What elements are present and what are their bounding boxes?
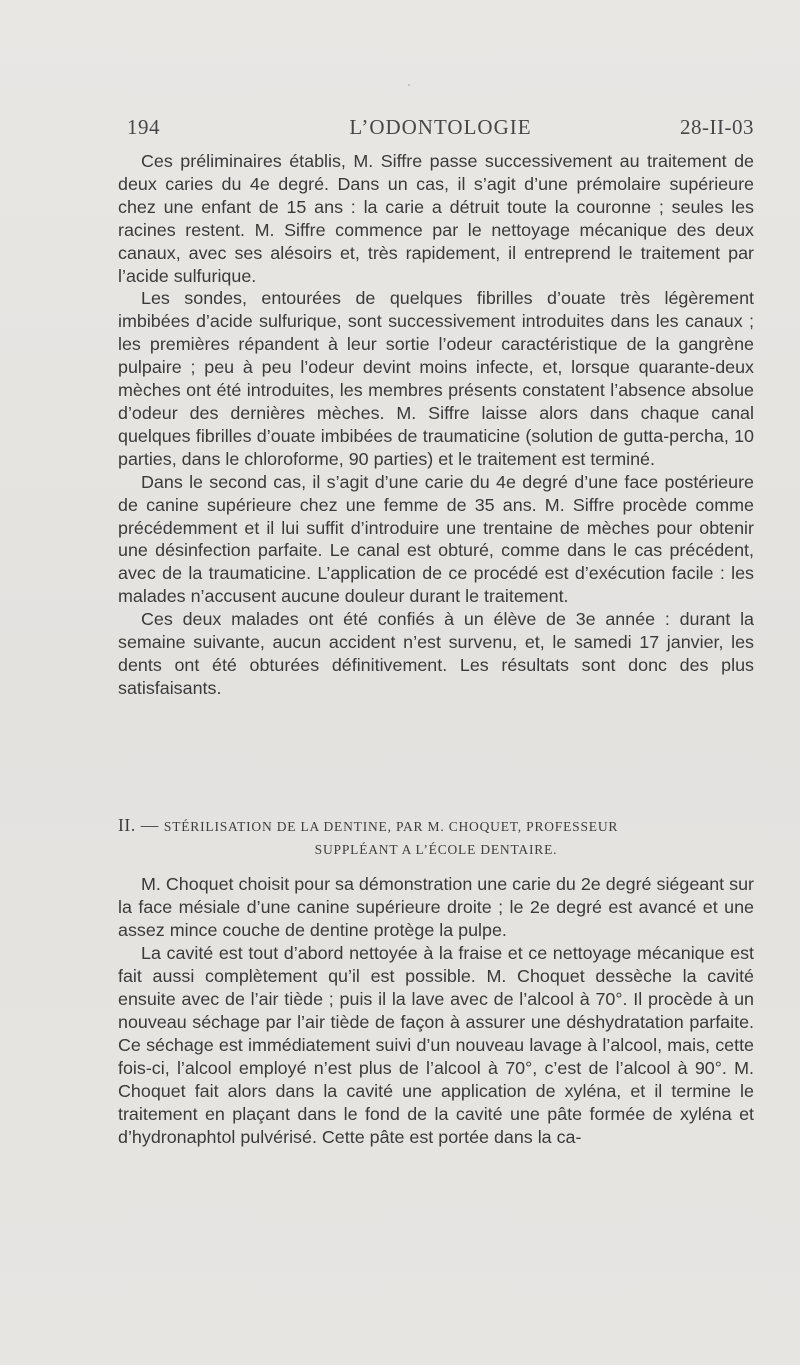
body-text-part2 (118, 873, 754, 1149)
paragraph-3: Dans le second cas, il s’agit d’une carie du 4e degré d’une face postérieure de canine supérieure chez une femme de 35 ans. M. Siffre procède comme précédemment et il lui suffit d’introduire une trentaine de mèches pour obtenir une désinfection parfaite. Le canal est obturé, comme dans le cas précédent, avec de la traumaticine. L’application de ce procédé est d’exécution facile : les malades n’accusent aucune douleur durant le traitement. (118, 471, 754, 607)
section-title-line2: SUPPLÉANT A L’ÉCOLE DENTAIRE. (314, 842, 558, 857)
paragraph-6: La cavité est tout d’abord nettoyée à la fraise et ce nettoyage mécanique est fait aussi complètement qu’il est possible. M. Choquet dessèche la cavité ensuite avec de l’air tiède ; puis il la lave avec de l’alcool à 70°. Il procède à un nouveau séchage par l’air tiède de façon à assurer une déshydratation parfaite. Ce séchage est immédiatement suivi d’un nouveau lavage à l’alcool, mais, cette fois-ci, l’alcool employé n’est plus de l’alcool à 70°, c’est de l’alcool à 90°. M. Choquet fait alors dans la cavité une application de xyléna, et il termine le traitement en plaçant dans le fond de la cavité une pâte formée de xyléna et d’hydronaphtol pulvérisé. Cette pâte est portée dans la ca- (118, 943, 754, 1147)
section-title-part-b: , PROFESSEUR (517, 819, 619, 834)
journal-title: L’ODONTOLOGIE (349, 115, 532, 139)
section-number: II. — (118, 815, 159, 835)
issue-date: 28-II-03 (680, 115, 754, 139)
paragraph-2: Les sondes, entourées de quelques fibrilles d’ouate très légèrement imbibées d’acide sulfurique, sont successivement introduites dans les canaux ; les premières répandent à leur sortie l’odeur caractéristique de la gangrène pulpaire ; peu à peu l’odeur devint moins infecte, et, lorsque quarante-deux mèches ont été introduites, les membres présents constatent l’absence absolue d’odeur des dernières mèches. M. Siffre laisse alors dans chaque canal quelques fibrilles d’ouate imbibées de traumaticine (solution de gutta-percha, 10 parties, dans le chloroforme, 90 parties) et le traitement est terminé. (118, 288, 754, 469)
paragraph-4: Ces deux malades ont été confiés à un élève de 3e année : durant la semaine suivante, aucun accident n’est survenu, et, le samedi 17 janvier, les dents ont été obturées définitivement. Les résultats sont donc des plus satisfaisants. (118, 609, 754, 698)
section-heading (118, 814, 754, 861)
page-number: 194 (127, 115, 160, 139)
paper-speck (408, 84, 410, 86)
running-head (127, 115, 754, 141)
section-title-name: CHOQUET (448, 819, 518, 834)
section-title-part-a: STÉRILISATION DE LA DENTINE, PAR M. (163, 819, 449, 834)
paragraph-1: Ces préliminaires établis, M. Siffre passe successivement au traitement de deux caries du 4e degré. Dans un cas, il s’agit d’une prémolaire supérieure chez une enfant de 15 ans : la carie a détruit toute la couronne ; seules les racines restent. M. Siffre commence par le nettoyage mécanique des deux canaux, avec ses alésoirs et, très rapidement, il entreprend le traitement par l’acide sulfurique. (118, 151, 754, 286)
paragraph-5: M. Choquet choisit pour sa démonstration une carie du 2e degré siégeant sur la face mésiale d’une canine supérieure droite ; le 2e degré est avancé et une assez mince couche de dentine protège la pulpe. (118, 874, 754, 940)
body-text-part1 (118, 150, 754, 700)
